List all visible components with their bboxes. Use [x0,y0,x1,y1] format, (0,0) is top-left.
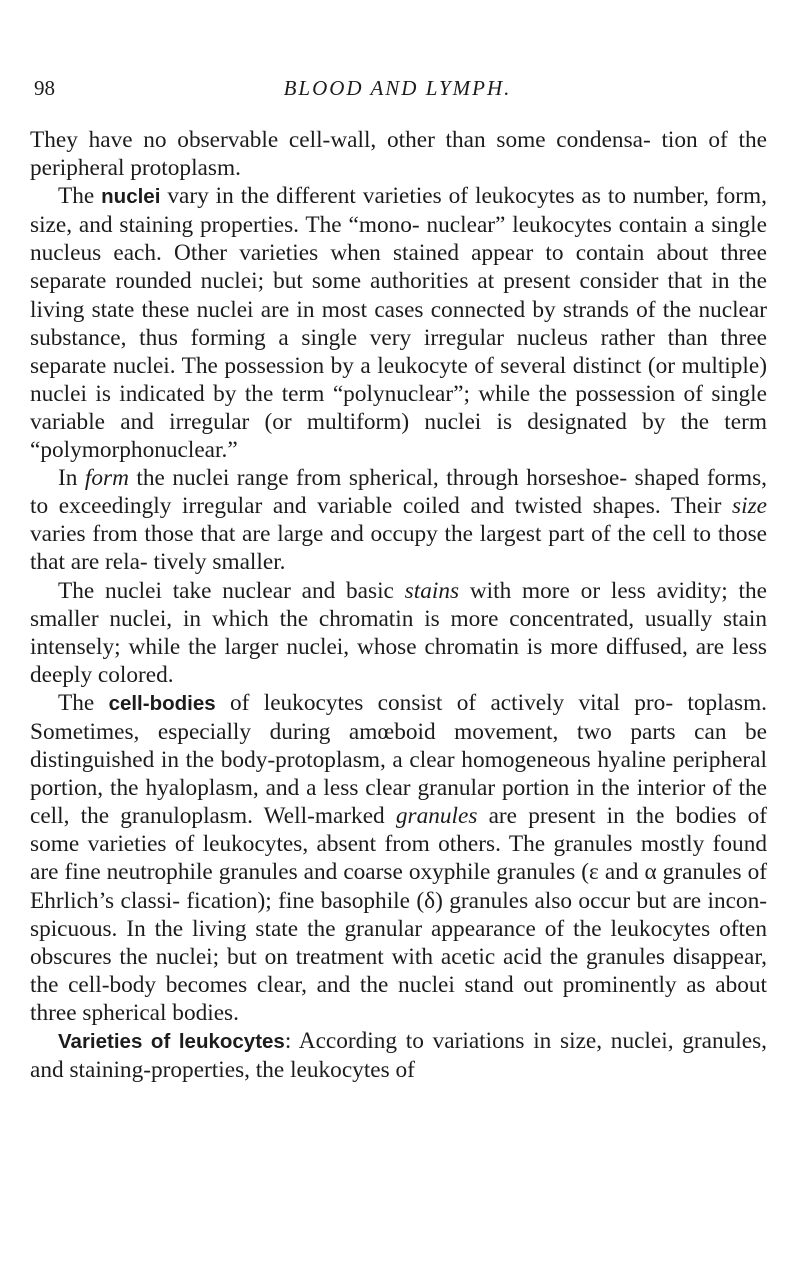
page-header [28,72,767,106]
paragraph-cell-wall: They have no observable cell-wall, other than some condensa- tion of the peripheral protoplasm. [30,127,767,182]
term-stains: stains [404,577,460,604]
term-nuclei: nuclei [101,185,161,209]
paragraph-nuclei: The nuclei vary in the different varieties of leukocytes as to number, form, size, and staining properties. The “mono- nuclear” leukocytes contain a single nucleus each. Other varieties when stained appear to contain about three separate rounded nuclei; but some authorities at present consider that in the living state these nuclei are in most cases connected by strands of the nuclear substance, thus forming a single very irregular nucleus rather than three separate nuclei. The possession by a leukocyte of several distinct (or multiple) nuclei is indicated by the term “polynuclear”; while the possession of single variable and irregular (or multiform) nuclei is designated by the term “polymorphonuclear.” [30,183,767,464]
term-varieties-of-leukocytes: Varieties of leukocytes [58,1030,285,1053]
running-title: BLOOD AND LYMPH. [283,76,512,100]
term-form: form [84,465,129,492]
page-number: 98 [34,76,55,100]
body-text [30,126,767,1084]
term-size: size [732,493,767,520]
paragraph-stains: The nuclei take nuclear and basic stains with more or less avidity; the smaller nuclei, in which the chromatin is more concentrated, usually stain intensely; while the larger nuclei, whose chromatin is more diffused, are less deeply colored. [30,577,767,688]
paragraph-form: In form the nuclei range from spherical, through horseshoe- shaped forms, to exceedingly irregular and variable coiled and twisted shapes. Their size varies from those that are large and occupy the largest part of the cell to those that are rela- tively smaller. [30,465,767,576]
term-cell-bodies: cell-bodies [108,691,216,715]
paragraph-cell-bodies: The cell-bodies of leukocytes consist of actively vital pro- toplasm. Sometimes, especially during amœboid movement, two parts can be distinguished in the body-protoplasm, a clear homogeneous hyaline peripheral portion, the hyaloplasm, and a less clear granular portion in the interior of the cell, the granuloplasm. Well-marked granules are present in the bodies of some varieties of leukocytes, absent from others. The granules mostly found are fine neutrophile granules and coarse oxyphile granules (ε and α granules of Ehrlich’s classi- fication); fine basophile (δ) granules also occur but are incon- spicuous. In the living state the granular appearance of the leukocytes often obscures the nuclei; but on treatment with acetic acid the granules disappear, the cell-body becomes clear, and the nuclei stand out prominently as about three spherical bodies. [30,689,768,1026]
paragraph-varieties: Varieties of leukocytes: According to variations in size, nuclei, granules, and staining-properties, the leukocytes of [30,1028,767,1084]
term-granules: granules [395,803,478,830]
